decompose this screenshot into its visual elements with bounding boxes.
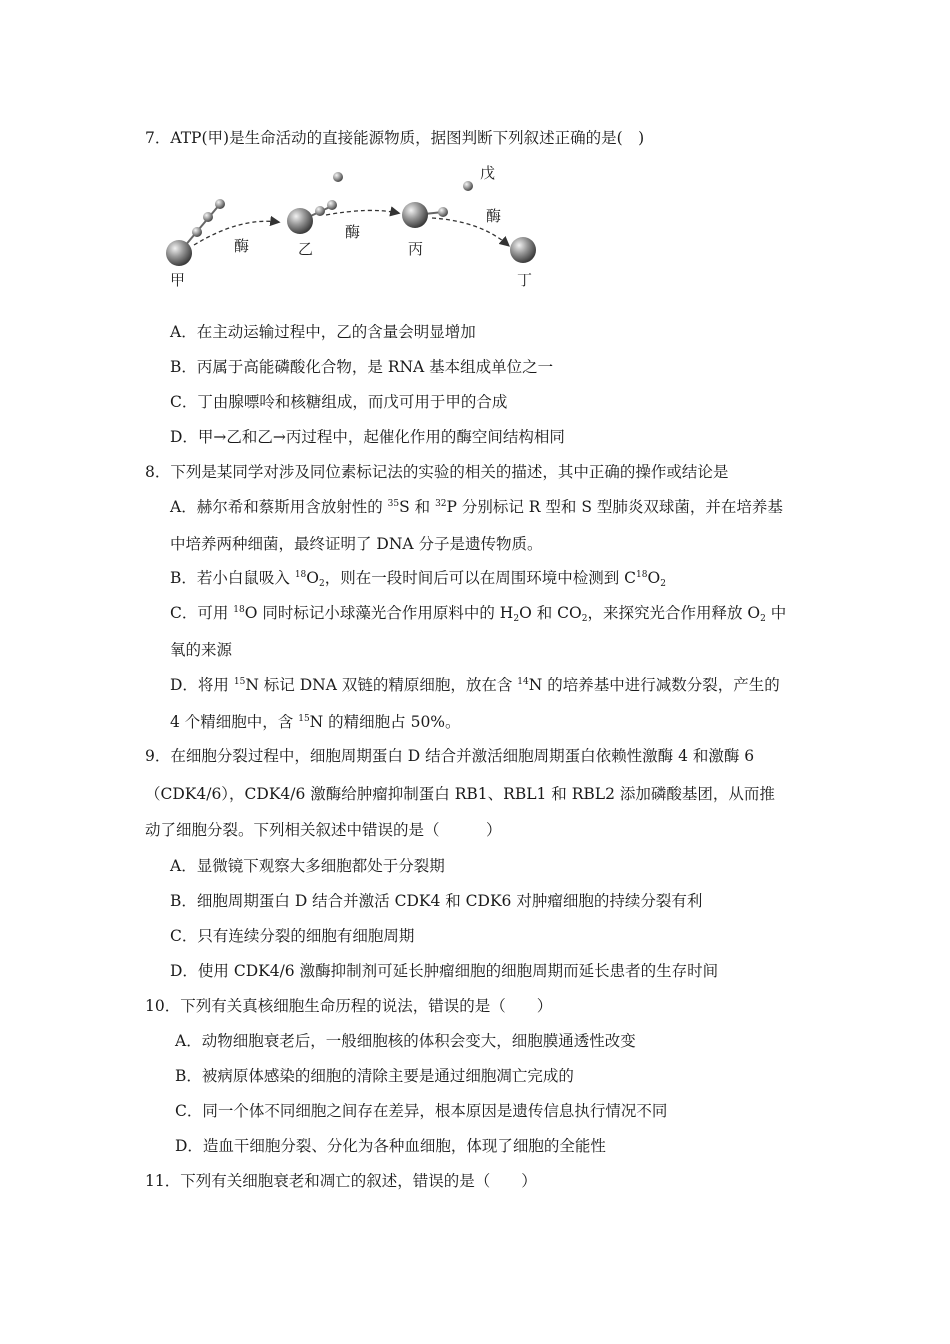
q8-option-c-line2: 氧的来源 (170, 641, 233, 659)
adp-molecule (287, 172, 343, 234)
q9-option-d: D．使用 CDK4/6 激酶抑制剂可延长肿瘤细胞的细胞周期而延长患者的生存时间 (170, 962, 719, 980)
q10-option-b: B．被病原体感染的细胞的清除主要是通过细胞凋亡完成的 (175, 1067, 574, 1085)
q7-option-c: C．丁由腺嘌呤和核糖组成，而戊可用于甲的合成 (170, 393, 508, 411)
adenosine-molecule (510, 237, 536, 263)
reaction-arrow-2 (326, 210, 398, 215)
label-enzyme-1: 酶 (234, 237, 250, 255)
q8-option-a-line2: 中培养两种细菌，最终证明了 DNA 分子是遗传物质。 (170, 535, 543, 553)
amp-molecule (402, 181, 473, 228)
label-wu: 戊 (480, 164, 496, 182)
q8-option-d-line1: D．将用 $^{15}$N 标记 DNA 双链的精原细胞，放在含 $^{14}$N 的培养基中进行减数分裂，产生的 (170, 676, 780, 694)
q10-option-d: D．造血干细胞分裂、分化为各种血细胞，体现了细胞的全能性 (175, 1137, 606, 1155)
atp-molecule (166, 199, 225, 266)
q9-option-b: B．细胞周期蛋白 D 结合并激活 CDK4 和 CDK6 对肿瘤细胞的持续分裂有利 (170, 892, 703, 910)
label-ding: 丁 (517, 271, 533, 289)
q7-stem: 7．ATP(甲)是生命活动的直接能源物质，据图判断下列叙述正确的是( ) (145, 129, 645, 147)
q9-option-a: A．显微镜下观察大多细胞都处于分裂期 (170, 857, 445, 875)
q7-option-d: D．甲→乙和乙→丙过程中，起催化作用的酶空间结构相同 (170, 428, 565, 446)
q9-stem-line1: 9．在细胞分裂过程中，细胞周期蛋白 D 结合并激活细胞周期蛋白依赖性激酶 4 和激酶 6 (145, 747, 755, 765)
q8-option-d-line2: 4 个精细胞中，含 $^{15}$N 的精细胞占 50%。 (170, 713, 461, 731)
q10-stem: 10．下列有关真核细胞生命历程的说法，错误的是（ ） (145, 997, 553, 1015)
q9-stem-line3: 动了细胞分裂。下列相关叙述中错误的是（ ） (145, 821, 502, 839)
q7-option-a: A．在主动运输过程中，乙的含量会明显增加 (170, 323, 476, 341)
q8-option-c-line1: C．可用 $^{18}$O 同时标记小球藻光合作用原料中的 $H_2O$ 和 $CO_2$，来探究光合作用释放 $O_2$ 中 (170, 604, 787, 624)
label-jia: 甲 (170, 271, 186, 289)
q10-option-c: C．同一个体不同细胞之间存在差异，根本原因是遗传信息执行情况不同 (175, 1102, 668, 1120)
q9-stem-line2: （CDK4/6），CDK4/6 激酶给肿瘤抑制蛋白 RB1、RBL1 和 RBL2 添加磷酸基团，从而推 (145, 785, 775, 803)
q10-option-a: A．动物细胞衰老后，一般细胞核的体积会变大，细胞膜通透性改变 (175, 1032, 636, 1050)
q11-stem: 11．下列有关细胞衰老和凋亡的叙述，错误的是（ ） (145, 1172, 537, 1190)
atp-diagram (150, 155, 550, 295)
label-bing: 丙 (408, 240, 424, 258)
q8-option-b: B．若小白鼠吸入 $^{18}O_2$，则在一段时间后可以在周围环境中检测到 $C^{18}O_2$ (170, 569, 666, 589)
label-enzyme-2: 酶 (345, 223, 361, 241)
label-enzyme-3: 酶 (486, 207, 502, 225)
q7-option-b: B．丙属于高能磷酸化合物，是 RNA 基本组成单位之一 (170, 358, 554, 376)
label-yi: 乙 (298, 240, 314, 258)
q9-option-c: C．只有连续分裂的细胞有细胞周期 (170, 927, 415, 945)
q8-stem: 8．下列是某同学对涉及同位素标记法的实验的相关的描述，其中正确的操作或结论是 (145, 463, 729, 481)
q8-option-a-line1: A．赫尔希和蔡斯用含放射性的 $^{35}$S 和 $^{32}$P 分别标记 R 型和 S 型肺炎双球菌，并在培养基 (170, 498, 783, 516)
